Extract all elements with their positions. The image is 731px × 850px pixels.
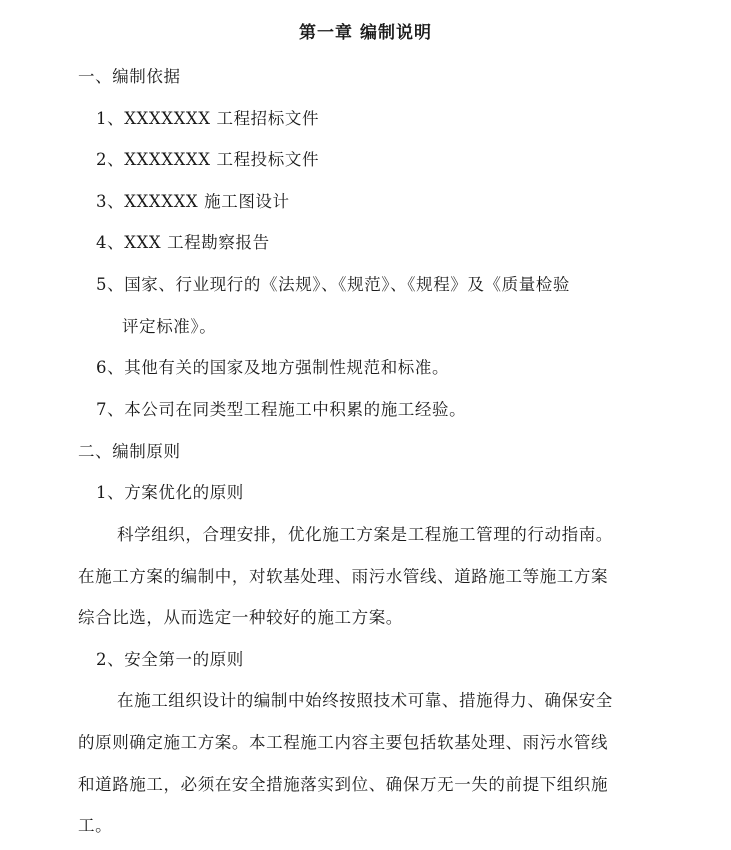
principle-2-paragraph-line: 在施工组织设计的编制中始终按照技术可靠、措施得力、确保安全 bbox=[117, 691, 613, 710]
principle-2-paragraph-line: 工。 bbox=[78, 816, 113, 835]
principle-2-heading: 2、安全第一的原则 bbox=[96, 650, 244, 669]
principle-1-heading: 1、方案优化的原则 bbox=[96, 483, 244, 502]
principle-1-paragraph-line: 在施工方案的编制中，对软基处理、雨污水管线、道路施工等施工方案 bbox=[78, 567, 609, 586]
principle-1-paragraph-line: 综合比选，从而选定一种较好的施工方案。 bbox=[78, 608, 403, 627]
basis-item-3: 3、XXXXXX 施工图设计 bbox=[96, 192, 290, 211]
section-heading-principles: 二、编制原则 bbox=[78, 442, 181, 461]
chapter-title: 第一章 编制说明 bbox=[299, 23, 432, 43]
section-heading-basis: 一、编制依据 bbox=[78, 67, 181, 86]
basis-item-1: 1、XXXXXXX 工程招标文件 bbox=[96, 109, 320, 128]
principle-2-paragraph-line: 和道路施工，必须在安全措施落实到位、确保万无一失的前提下组织施 bbox=[78, 775, 609, 794]
basis-item-6: 6、其他有关的国家及地方强制性规范和标准。 bbox=[96, 358, 450, 377]
basis-item-5-continued: 评定标准》。 bbox=[122, 317, 217, 336]
basis-item-2: 2、XXXXXXX 工程投标文件 bbox=[96, 150, 320, 169]
basis-item-7: 7、本公司在同类型工程施工中积累的施工经验。 bbox=[96, 400, 467, 419]
basis-item-4: 4、XXX 工程勘察报告 bbox=[96, 233, 270, 252]
basis-item-5: 5、国家、行业现行的《法规》、《规范》、《规程》及《质量检验 bbox=[96, 275, 570, 294]
principle-1-paragraph-line: 科学组织，合理安排，优化施工方案是工程施工管理的行动指南。 bbox=[117, 525, 613, 544]
principle-2-paragraph-line: 的原则确定施工方案。本工程施工内容主要包括软基处理、雨污水管线 bbox=[78, 733, 609, 752]
